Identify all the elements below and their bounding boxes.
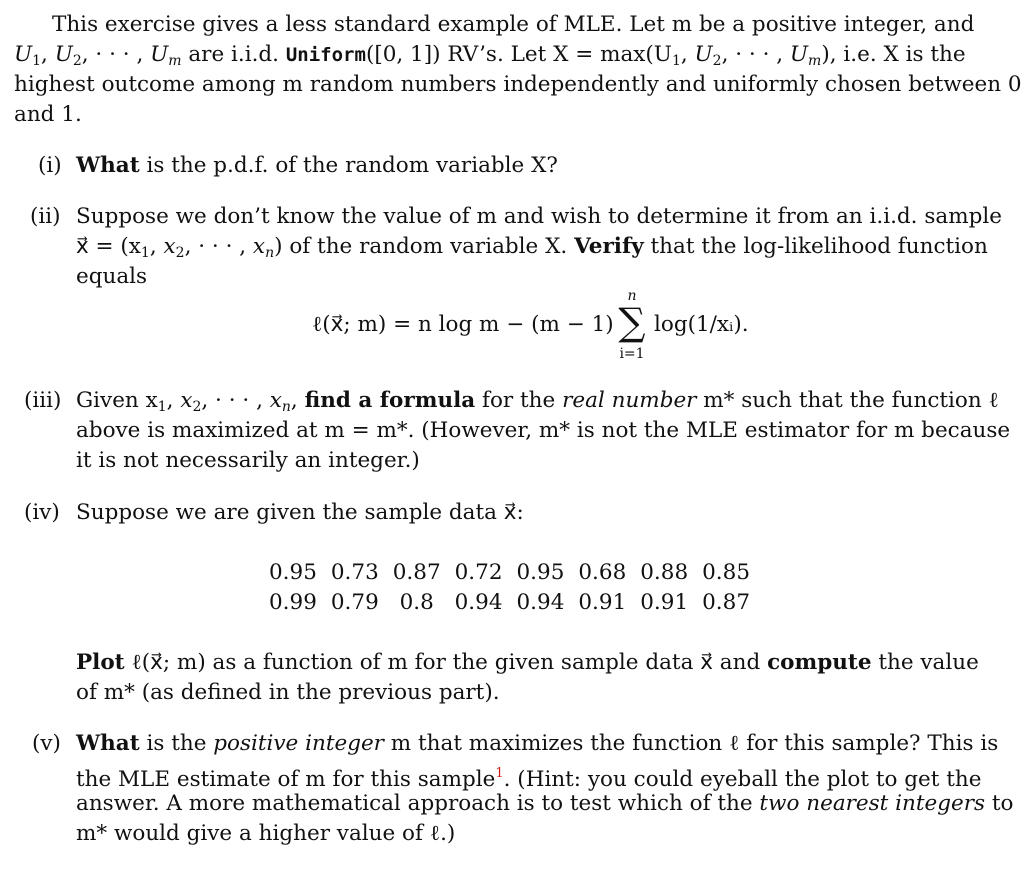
item-v-text-4: m* would give a higher value of ℓ.) [76, 821, 456, 846]
item-iv-line-3 [76, 678, 500, 708]
item-iii-text-2: above is maximized at m = m*. (However, m* is not the MLE estimator for m because [76, 418, 1011, 443]
sample-data-table [262, 558, 757, 618]
intro-line-1 [52, 10, 974, 40]
sample-value: 0.68 [578, 560, 627, 585]
item-v-label: (v) [32, 731, 61, 756]
sample-value: 0.94 [516, 590, 565, 615]
sample-data-row [262, 558, 757, 588]
summation-symbol: ∑ [618, 300, 646, 344]
intro-text-2c: ([0, 1]) RV’s. Let X = max(U [365, 42, 672, 67]
item-iii-italic: real number [562, 388, 697, 413]
sample-value: 0.95 [516, 560, 565, 585]
item-iii-line-1: Given $x_1$, $x_2$, · · · , $x_n$, find a formula for the real number m* such that the function ℓ [76, 388, 999, 415]
item-iv-line-1 [76, 498, 524, 528]
sample-value: 0.91 [640, 590, 689, 615]
item-iii-line-2 [76, 416, 1010, 446]
intro-code-uniform: Uniform [285, 44, 366, 66]
item-i-line-1 [76, 151, 558, 181]
intro-line-2: $U_1$, $U_2$, · · · , $U_m$ are i.i.d. Uniform([0, 1]) RV’s. Let $X = \max(U_1$, $U_2$, · · · , $U_m$), i.e. X is the [14, 42, 966, 69]
item-iv-line-2 [76, 648, 979, 678]
item-v-text-3a: answer. A more mathematical approach is to test which of the [76, 791, 760, 816]
item-ii-line-1 [76, 202, 1002, 232]
item-iii-text-1b: for the [475, 388, 563, 413]
sample-value: 0.88 [640, 560, 689, 585]
item-iv-text-1: Suppose we are given the sample data x⃗: [76, 500, 524, 525]
item-ii-text-2b: ) of the random variable X. [274, 234, 575, 259]
equation-rhs: log(1/xᵢ). [654, 312, 749, 337]
sample-value: 0.73 [330, 560, 379, 585]
intro-text-2b: are i.i.d. [181, 42, 286, 67]
summation-upper: n [627, 288, 637, 304]
item-v-italic-2: two nearest integers [759, 791, 986, 816]
item-ii-text-3: equals [76, 264, 148, 289]
intro-line-3 [14, 70, 1022, 100]
item-ii-line-2: x⃗ = ($x_1$, $x_2$, · · · , $x_n$) of the random variable X. Verify that the log-likelihood function [76, 234, 988, 261]
item-v-text-3b: to [985, 791, 1014, 816]
item-v-line-4 [76, 819, 455, 849]
intro-text-2d: ), i.e. X is the [821, 42, 966, 67]
intro-text-1: This exercise gives a less standard example of MLE. Let m be a positive integer, and [52, 12, 975, 37]
item-v-text-1a: is the [139, 731, 214, 756]
item-v-text-2a: the MLE estimate of m for this sample [76, 767, 496, 792]
item-ii-line-3 [76, 262, 147, 292]
sample-value: 0.91 [578, 590, 627, 615]
item-v-line-1 [76, 729, 998, 759]
intro-text-4: and 1. [14, 102, 82, 127]
item-i-text: is the p.d.f. of the random variable X? [139, 153, 558, 178]
sample-value: 0.72 [454, 560, 503, 585]
sample-value: 0.99 [269, 590, 317, 615]
item-iii-text-1a: Given x [76, 388, 158, 413]
item-ii-text-2a: x⃗ = (x [76, 234, 141, 259]
item-v-italic: positive integer [213, 731, 384, 756]
item-ii-bold-verify: Verify [574, 234, 644, 259]
item-iii-text-1c: m* such that the function ℓ [696, 388, 999, 413]
item-iii-bold: find a formula [304, 388, 476, 413]
item-v-line-3 [76, 789, 1013, 819]
item-iv-text-2a: ℓ(x⃗; m) as a function of m for the given sample data x⃗ and [124, 650, 768, 675]
sample-value: 0.79 [330, 590, 379, 615]
intro-text-3: highest outcome among m random numbers independently and uniformly chosen between 0 [14, 72, 1022, 97]
summation-lower: i=1 [619, 346, 645, 362]
intro-line-4 [14, 100, 82, 130]
sample-data-row [262, 588, 757, 618]
item-iii-line-3 [76, 446, 420, 476]
item-ii-text-1: Suppose we don’t know the value of m and wish to determine it from an i.i.d. sample [76, 204, 1002, 229]
item-iv-bold-plot: Plot [76, 650, 125, 675]
sample-value: 0.87 [392, 560, 441, 585]
sample-value: 0.94 [454, 590, 503, 615]
equation-lhs: ℓ(x⃗; m) = n log m − (m − 1) [312, 312, 614, 337]
item-iii-text-3: it is not necessarily an integer.) [76, 448, 420, 473]
item-v-bold: What [76, 731, 140, 756]
item-iii-label: (iii) [24, 388, 62, 413]
footnote-link[interactable]: 1 [495, 766, 504, 781]
item-v-text-1b: m that maximizes the function ℓ for this sample? This is [383, 731, 999, 756]
sample-value: 0.8 [399, 590, 434, 615]
item-iv-text-3: of m* (as defined in the previous part). [76, 680, 500, 705]
item-ii-label: (ii) [30, 204, 61, 229]
sample-value: 0.85 [702, 560, 750, 585]
item-iv-bold-compute: compute [767, 650, 872, 675]
item-i-label: (i) [38, 153, 62, 178]
item-iv-label: (iv) [24, 500, 60, 525]
sample-value: 0.95 [269, 560, 317, 585]
item-v-text-2b: . (Hint: you could eyeball the plot to get the [503, 767, 982, 792]
sample-value: 0.87 [702, 590, 750, 615]
item-i-bold: What [76, 153, 140, 178]
intro-u-var: U [14, 42, 33, 67]
item-iv-text-2b: the value [871, 650, 979, 675]
item-ii-text-2c: that the log-likelihood function [643, 234, 988, 259]
